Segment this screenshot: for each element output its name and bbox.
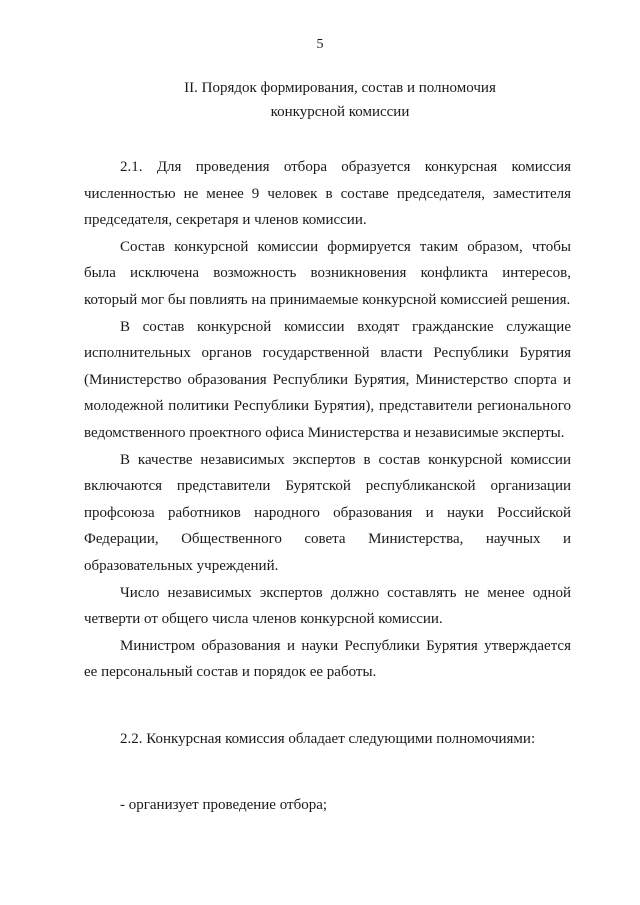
- page-number: 5: [316, 37, 324, 52]
- list-item-organize-selection: - организует проведение отбора;: [120, 797, 328, 814]
- paragraph-2-2: 2.2. Конкурсная комиссия обладает следующими полномочиями:: [120, 730, 536, 747]
- paragraph-approval: Министром образования и науки Республики Бурятия утверждается ее персональный состав и порядок ее работы.: [84, 637, 571, 681]
- section-heading-line-2: конкурсной комиссии: [270, 104, 410, 120]
- paragraph-2-1: 2.1. Для проведения отбора образуется конкурсная комиссия численностью не менее 9 человек в составе председателя, заместителя председателя, секретаря и членов комиссии.: [84, 159, 571, 229]
- paragraph-independent-experts: В качестве независимых экспертов в состав конкурсной комиссии включаются представители Бурятской республиканской организации профсоюза работников народного образования и науки Российской Федерации, Общественного совета Министерства, научных и образовательных учреждений.: [84, 451, 571, 574]
- document-body: [84, 154, 571, 819]
- paragraph-members: В состав конкурсной комиссии входят гражданские служащие исполнительных органов государственной власти Республики Бурятия (Министерство образования Республики Бурятия, Министерство спорта и молодежной политики Республики Бурятия), представители регионального ведомственного проектного офиса Министерства и независимые эксперты.: [84, 318, 571, 441]
- section-heading: [80, 76, 600, 124]
- section-heading-line-1: II. Порядок формирования, состав и полномочия: [184, 80, 496, 96]
- paragraph-composition: Состав конкурсной комиссии формируется таким образом, чтобы была исключена возможность возникновения конфликта интересов, который мог бы повлиять на принимаемые конкурсной комиссией решения.: [84, 238, 571, 308]
- paragraph-experts-share: Число независимых экспертов должно составлять не менее одной четверти от общего числа членов конкурсной комиссии.: [84, 584, 571, 628]
